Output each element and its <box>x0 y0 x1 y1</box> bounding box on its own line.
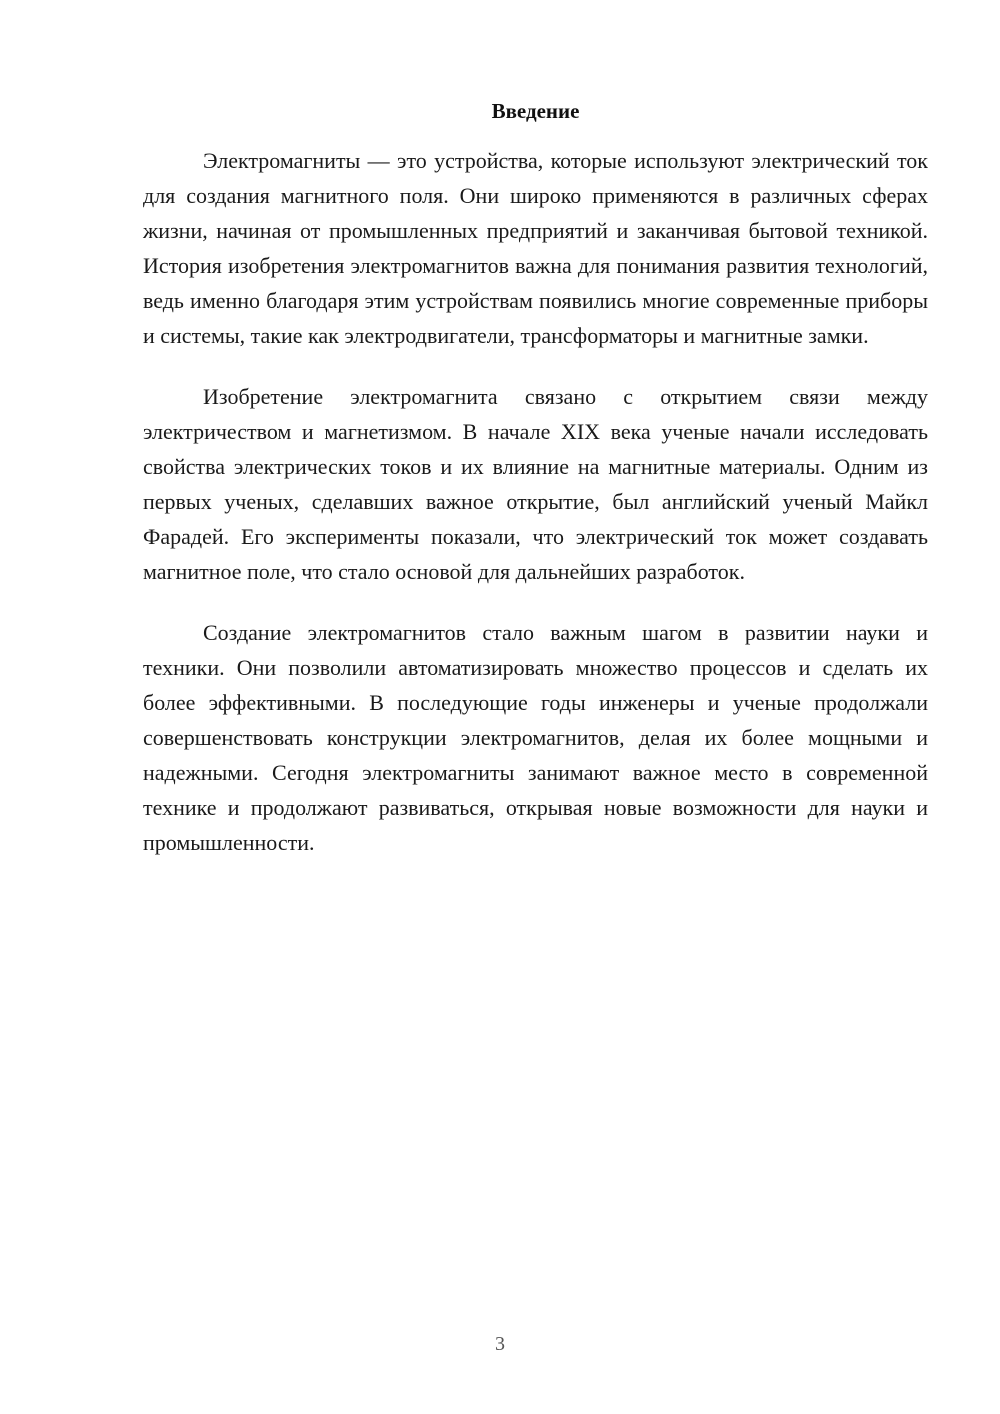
paragraph-1: Электромагниты — это устройства, которые используют электрический ток для создания магнитного поля. Они широко применяются в различных сферах жизни, начиная от промышленных предприятий и заканчивая бытовой техникой. История изобретения электромагнитов важна для понимания развития технологий, ведь именно благодаря этим устройствам появились многие современные приборы и системы, такие как электродвигатели, трансформаторы и магнитные замки. <box>143 148 928 348</box>
section-title: Введение <box>491 99 580 123</box>
paragraph-2: Изобретение электромагнита связано с открытием связи между электричеством и магнетизмом. В начале XIX века ученые начали исследовать свойства электрических токов и их влияние на магнитные материалы. Одним из первых ученых, сделавших важное открытие, был английский ученый Майкл Фарадей. Его эксперименты показали, что электрический ток может создавать магнитное поле, что стало основой для дальнейших разработок. <box>143 384 928 584</box>
paragraph-3: Создание электромагнитов стало важным шагом в развитии науки и техники. Они позволили автоматизировать множество процессов и сделать их более эффективными. В последующие годы инженеры и ученые продолжали совершенствовать конструкции электромагнитов, делая их более мощными и надежными. Сегодня электромагниты занимают важное место в современной технике и продолжают развиваться, открывая новые возможности для науки и промышленности. <box>143 620 928 855</box>
page-content <box>143 96 928 886</box>
page-number: 3 <box>495 1333 505 1355</box>
